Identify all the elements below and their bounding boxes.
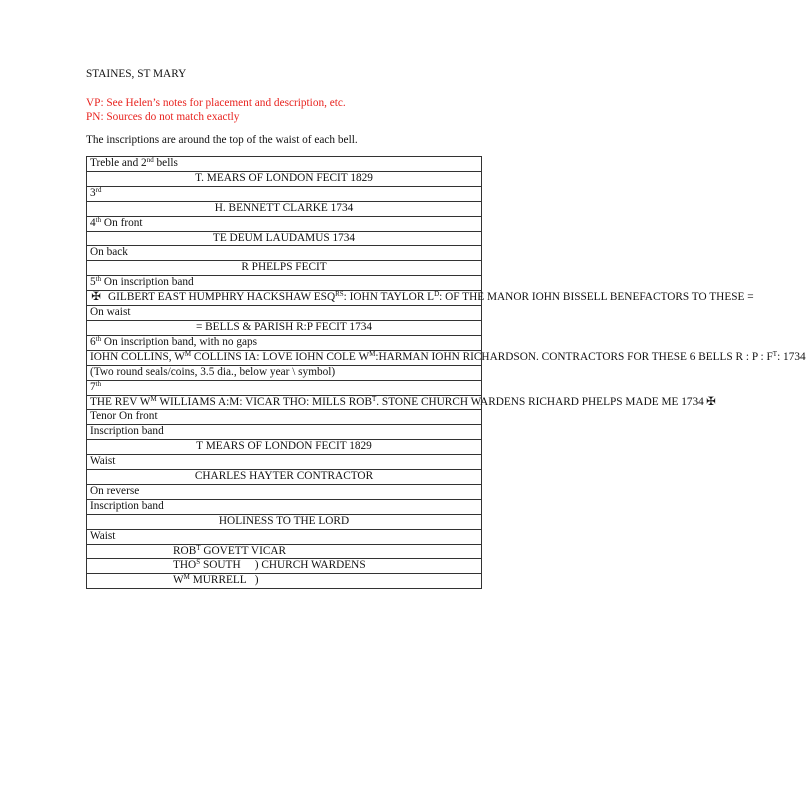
cross-symbol-icon: ✠ — [91, 291, 101, 304]
table-row — [87, 574, 482, 589]
table-row — [87, 231, 482, 246]
table-row — [87, 216, 482, 231]
inscription-6th-band: IOHN COLLINS, $W^M$ COLLINS IA: LOVE IOHN COLE $W^M:HARMAN$ IOHN RICHARDSON. CONTRACTORS FOR THESE 6 BELLS R : P : $F^T$: 1734 — [87, 350, 482, 365]
inscription-reverse-waist-line: $W^M$ MURRELL ) — [87, 574, 482, 589]
table-row — [87, 261, 482, 276]
table-row — [87, 291, 482, 306]
table-row — [87, 276, 482, 291]
bell-heading-4th: 4th On front — [87, 216, 482, 231]
inscription-treble: T. MEARS OF LONDON FECIT 1829 — [87, 171, 482, 186]
table-row — [87, 365, 482, 380]
inscription-4th-back: R PHELPS FECIT — [87, 261, 482, 276]
table-row — [87, 514, 482, 529]
table-row — [87, 425, 482, 440]
position-label: Inscription band — [87, 499, 482, 514]
position-label: On back — [87, 246, 482, 261]
position-label: On reverse — [87, 484, 482, 499]
intro-text: The inscriptions are around the top of the waist of each bell. — [86, 134, 358, 146]
table-row — [87, 455, 482, 470]
position-label: Waist — [87, 529, 482, 544]
inscription-5th-band: ✠ GILBERT EAST HUMPHRY HACKSHAW $ESQ^{RS}$: IOHN TAYLOR $L^D$: OF THE MANOR IOHN BISSELL BENEFACTORS TO THESE = — [87, 291, 482, 306]
table-row — [87, 529, 482, 544]
table-row — [87, 440, 482, 455]
table-row — [87, 484, 482, 499]
table-row — [87, 470, 482, 485]
inscription-5th-waist: = BELLS & PARISH R:P FECIT 1734 — [87, 320, 482, 335]
bell-heading-3rd: 3rd — [87, 186, 482, 201]
inscription-4th-front: TE DEUM LAUDAMUS 1734 — [87, 231, 482, 246]
table-row — [87, 186, 482, 201]
position-label: Inscription band — [87, 425, 482, 440]
table-row — [87, 201, 482, 216]
table-row — [87, 171, 482, 186]
inscription-reverse-waist-line: $THO^S$ SOUTH ) CHURCH WARDENS — [87, 559, 482, 574]
inscription-tenor-band: T MEARS OF LONDON FECIT 1829 — [87, 440, 482, 455]
bell-heading-tenor: Tenor On front — [87, 410, 482, 425]
table-row — [87, 306, 482, 321]
seals-note: (Two round seals/coins, 3.5 dia., below year \ symbol) — [87, 365, 482, 380]
table-row — [87, 544, 482, 559]
bell-heading-5th: 5th On inscription band — [87, 276, 482, 291]
inscription-tenor-waist: CHARLES HAYTER CONTRACTOR — [87, 470, 482, 485]
bell-heading-6th: 6th On inscription band, with no gaps — [87, 335, 482, 350]
position-label: Waist — [87, 455, 482, 470]
table-row — [87, 499, 482, 514]
table-row — [87, 320, 482, 335]
table-row — [87, 335, 482, 350]
table-row — [87, 350, 482, 365]
inscription-3rd: H. BENNETT CLARKE 1734 — [87, 201, 482, 216]
table-row — [87, 559, 482, 574]
table-row — [87, 246, 482, 261]
cross-symbol-icon: ✠ — [706, 395, 716, 408]
bell-heading-7th: 7th — [87, 380, 482, 395]
vp-note: VP: See Helen’s notes for placement and description, etc. — [86, 97, 346, 109]
inscription-reverse-waist-line: $ROB^T$ GOVETT VICAR — [87, 544, 482, 559]
position-label: On waist — [87, 306, 482, 321]
table-row — [87, 395, 482, 410]
inscriptions-table — [86, 156, 806, 589]
bell-heading-treble: Treble and 2nd bells — [87, 157, 482, 172]
table-row — [87, 380, 482, 395]
pn-note: PN: Sources do not match exactly — [86, 111, 240, 123]
table-row — [87, 157, 482, 172]
table-row — [87, 410, 482, 425]
inscription-7th: THE REV $W^M$ WILLIAMS A:M: VICAR THO: MILLS $ROB^T$. STONE CHURCH WARDENS RICHARD PHELPS MADE ME 1734 ✠ — [87, 395, 482, 410]
inscription-reverse-band: HOLINESS TO THE LORD — [87, 514, 482, 529]
page-title: STAINES, ST MARY — [86, 68, 187, 80]
